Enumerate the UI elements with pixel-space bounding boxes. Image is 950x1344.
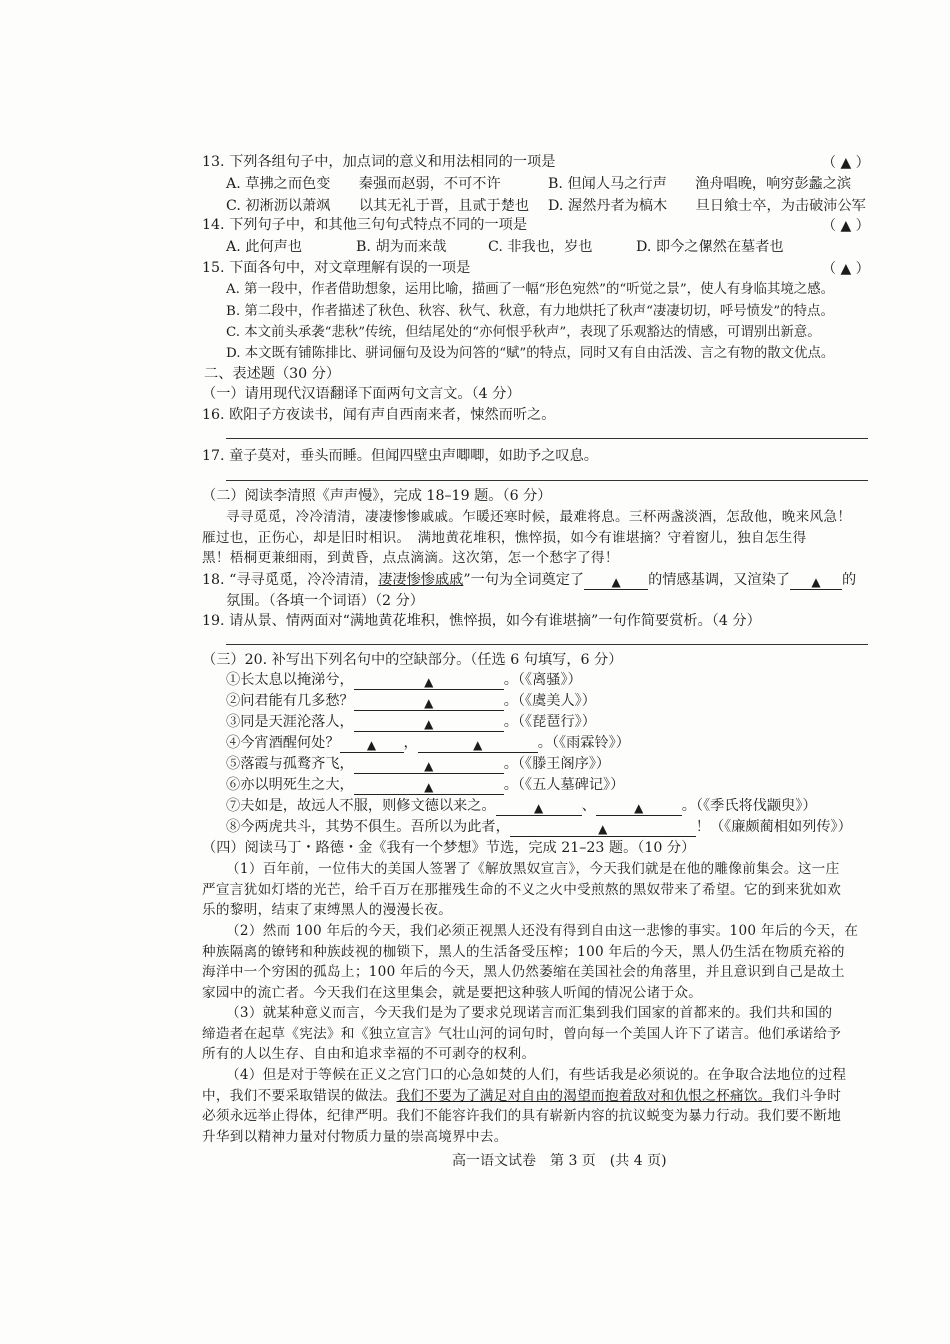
passage-p1-line-3: 乐的黎明，结束了束缚黑人的漫漫长夜。 [202, 902, 453, 918]
q20-item-3-blank[interactable]: ▲ [354, 717, 504, 732]
passage-p3-line-3: 所有的人以生存、自由和追求幸福的不可剥夺的权利。 [202, 1046, 536, 1062]
passage-p4-line-2 [202, 1086, 841, 1106]
q20-item-3 [226, 712, 596, 732]
q20-item-3-prompt: ③同是天涯沦落人， [226, 714, 354, 730]
q20-item-1-source: 。（《离骚》） [503, 672, 582, 688]
q14-option-d: D. 即今之傫然在墓者也 [636, 239, 784, 255]
q19-answer-line [226, 644, 868, 645]
passage-p2-line-4: 家园中的流亡者。今天我们在这里集会，就是要把这种骇人听闻的情况公诸于众。 [202, 985, 703, 1001]
section-2-title: 二、表述题（30 分） [204, 366, 341, 382]
q15-option-a: A. 第一段中，作者借助想象，运用比喻，描画了一幅“形色宛然”的“听觉之景”，使人有身临其境之感。 [226, 282, 834, 297]
q20-item-7 [226, 796, 817, 816]
q20-item-1-blank[interactable]: ▲ [354, 675, 504, 690]
q14-answer-mark: （ ▲ ） [822, 218, 870, 234]
passage-p3-line-2: 缔造者在起草《宪法》和《独立宣言》气壮山河的词句时，曾向每一个美国人许下了诺言。他们承诺给予 [202, 1026, 842, 1042]
q19-text: 19. 请从景、情两面对“满地黄花堆积，憔悴损，如今有谁堪摘”一句作简要赏析。（4 分） [202, 613, 761, 629]
q18-underlined-phrase: 凄凄惨惨戚戚 [378, 572, 464, 588]
q18-part-c: 的情感基调，又渲染了 [648, 572, 790, 588]
q14-stem: 14. 下列句子中，和其他三句句式特点不同的一项是 [202, 217, 528, 233]
passage-p4-line-2-post: 我们斗争时 [771, 1088, 842, 1104]
q20-item-6-source: 。（《五人墓碑记》） [503, 777, 625, 793]
q20-item-2-prompt: ②问君能有几多愁？ [226, 693, 354, 709]
q20-item-4-blank-2[interactable]: ▲ [418, 738, 538, 753]
passage-p1-line-1: （1）百年前，一位伟大的美国人签署了《解放黑奴宣言》，今天我们就是在他的雕像前集会。这一庄 [226, 861, 840, 877]
q20-item-2 [226, 691, 596, 711]
q17-text: 17. 童子莫对，垂头而睡。但闻四壁虫声唧唧，如助予之叹息。 [202, 448, 598, 464]
q17-answer-line [226, 480, 868, 481]
q18-part-d: 的 [842, 572, 857, 588]
passage-p2-line-1: （2）然而 100 年后的今天，我们必须正视黑人还没有得到自由这一悲惨的事实。100 年后的今天，在 [226, 923, 859, 939]
q15-option-d: D. 本文既有铺陈排比、骈词俪句及设为问答的“赋”的特点，同时又有自由活泼、言之有物的散文优点。 [226, 346, 835, 361]
q15-option-c: C. 本文前头承袭“悲秋”传统，但结尾处的“亦何恨乎秋声”，表现了乐观豁达的情感，可谓别出新意。 [226, 325, 821, 340]
part4-title: （四）阅读马丁・路德・金《我有一个梦想》节选，完成 21–23 题。（10 分） [202, 840, 696, 856]
q20-item-5 [226, 754, 610, 774]
q20-item-5-blank[interactable]: ▲ [354, 759, 504, 774]
part3-title: （三）20. 补写出下列名句中的空缺部分。（任选 6 句填写，6 分） [202, 652, 623, 668]
passage-p3-line-1: （3）就某种意义而言，今天我们是为了要求兑现诺言而汇集到我们国家的首都来的。我们共和国的 [226, 1005, 833, 1021]
q20-item-8 [226, 817, 852, 837]
q14-option-c: C. 非我也，岁也 [488, 239, 593, 255]
q16-text: 16. 欧阳子方夜读书，闻有声自西南来者，悚然而听之。 [202, 407, 556, 423]
q20-item-6 [226, 775, 624, 795]
q13-option-a: A. 草拂之而色变 秦强而赵弱，不可不许 [226, 176, 501, 192]
q13-option-b: B. 但闻人马之行声 渔舟唱晚，响穷彭蠡之滨 [548, 176, 852, 192]
q20-item-7-separator: 、 [581, 798, 596, 814]
q20-item-3-source: 。（《琵琶行》） [503, 714, 596, 730]
q20-item-4-source: 。（《雨霖铃》） [537, 735, 630, 751]
passage-p2-line-2: 种族隔离的镣铐和种族歧视的枷锁下，黑人的生活备受压榨；100 年后的今天，黑人仍生活在物质充裕的 [202, 944, 845, 960]
q18-text [202, 570, 856, 590]
q20-item-8-prompt: ⑧今两虎共斗，其势不俱生。吾所以为此者， [226, 819, 510, 835]
q20-item-7-blank-2[interactable]: ▲ [596, 801, 682, 816]
poem-line-3: 黑！梧桐更兼细雨，到黄昏，点点滴滴。这次第，怎一个愁字了得！ [202, 550, 619, 566]
poem-line-2: 雁过也，正伤心，却是旧时相识。 满地黄花堆积，憔悴损，如今有谁堪摘？守着窗儿，独自怎生得 [202, 530, 807, 546]
q15-stem: 15. 下面各句中，对文章理解有误的一项是 [202, 260, 471, 276]
q13-option-c: C. 初淅沥以萧飒 以其无礼于晋，且贰于楚也 [226, 198, 530, 214]
q20-item-7-blank-1[interactable]: ▲ [496, 801, 582, 816]
part1-title: （一）请用现代汉语翻译下面两句文言文。（4 分） [202, 386, 521, 402]
q20-item-8-blank[interactable]: ▲ [510, 822, 696, 837]
q20-item-5-source: 。（《滕王阁序》） [503, 756, 611, 772]
passage-p1-line-2: 严宣言犹如灯塔的光芒，给千百万在那摧残生命的不义之火中受煎熬的黑奴带来了希望。它的到来犹如欢 [202, 882, 842, 898]
q18-text-line-2: 氛围。（各填一个词语）（2 分） [226, 593, 424, 609]
q20-item-4: ④今宵酒醒何处？ ▲ ， ▲ 。（《雨霖铃》） [226, 735, 630, 752]
q20-item-2-blank[interactable]: ▲ [354, 696, 504, 711]
passage-p4-line-4: 升华到以精神力量对付物质力量的崇高境界中去。 [202, 1129, 508, 1145]
q20-item-4-prompt: ④今宵酒醒何处？ [226, 735, 340, 751]
q20-item-8-source: ！（《廉颇蔺相如列传》） [695, 819, 852, 835]
q20-item-7-source: 。（《季氏将伐颛臾》） [681, 798, 817, 814]
q13-stem: 13. 下列各组句子中，加点词的意义和用法相同的一项是 [202, 154, 556, 170]
passage-underlined-sentence: 我们不要为了满足对自由的渴望而抱着敌对和仇恨之杯痛饮。 [396, 1088, 772, 1104]
q20-item-6-blank[interactable]: ▲ [354, 780, 504, 795]
q20-item-1 [226, 670, 582, 690]
q14-option-a: A. 此何声也 [226, 239, 303, 255]
part2-title: （二）阅读李清照《声声慢》，完成 18–19 题。（6 分） [202, 488, 552, 504]
q16-answer-line [226, 438, 868, 439]
q20-item-4-blank-1[interactable]: ▲ [340, 738, 404, 753]
q20-item-1-prompt: ①长太息以掩涕兮， [226, 672, 354, 688]
passage-p4-line-2-pre: 中，我们不要采取错误的做法。 [202, 1088, 397, 1104]
page-footer: 高一语文试卷 第 3 页 (共 4 页) [452, 1153, 667, 1169]
poem-line-1: 寻寻觅觅，冷冷清清，凄凄惨惨戚戚。乍暖还寒时候，最难将息。三杯两盏淡酒，怎敌他，晚来风急！ [226, 509, 852, 525]
passage-p2-line-3: 海洋中一个穷困的孤岛上；100 年后的今天，黑人仍然萎缩在美国社会的角落里，并且意识到自己是故土 [202, 964, 845, 980]
q13-answer-mark: （ ▲ ） [822, 155, 870, 171]
passage-p4-line-1: （4）但是对于等候在正义之宫门口的心急如焚的人们，有些话我是必须说的。在争取合法地位的过程 [226, 1067, 847, 1083]
q15-option-b: B. 第二段中，作者描述了秋色、秋容、秋气、秋意，有力地烘托了秋声“凄凄切切，呼号愤发”的特点。 [226, 304, 834, 319]
q20-item-7-prompt: ⑦夫如是，故远人不服，则修文德以来之。 [226, 798, 496, 814]
q20-item-6-prompt: ⑥亦以明死生之大， [226, 777, 354, 793]
passage-p4-line-3: 必须永远举止得体，纪律严明。我们不能容许我们的具有崭新内容的抗议蜕变为暴力行动。我们要不断地 [202, 1108, 842, 1124]
q18-blank-2[interactable]: ▲ [790, 575, 842, 590]
q18-blank-1[interactable]: ▲ [584, 575, 648, 590]
q18-part-b: ”一句为全词奠定了 [463, 572, 585, 588]
q13-option-d: D. 渥然丹者为槁木 旦日飨士卒，为击破沛公军 [548, 198, 866, 214]
q14-option-b: B. 胡为而来哉 [356, 239, 447, 255]
q18-part-a: 18. “寻寻觅觅，冷冷清清， [202, 572, 379, 588]
q20-item-5-prompt: ⑤落霞与孤鹜齐飞， [226, 756, 354, 772]
q20-item-2-source: 。（《虞美人》） [503, 693, 596, 709]
q15-answer-mark: （ ▲ ） [822, 261, 870, 277]
